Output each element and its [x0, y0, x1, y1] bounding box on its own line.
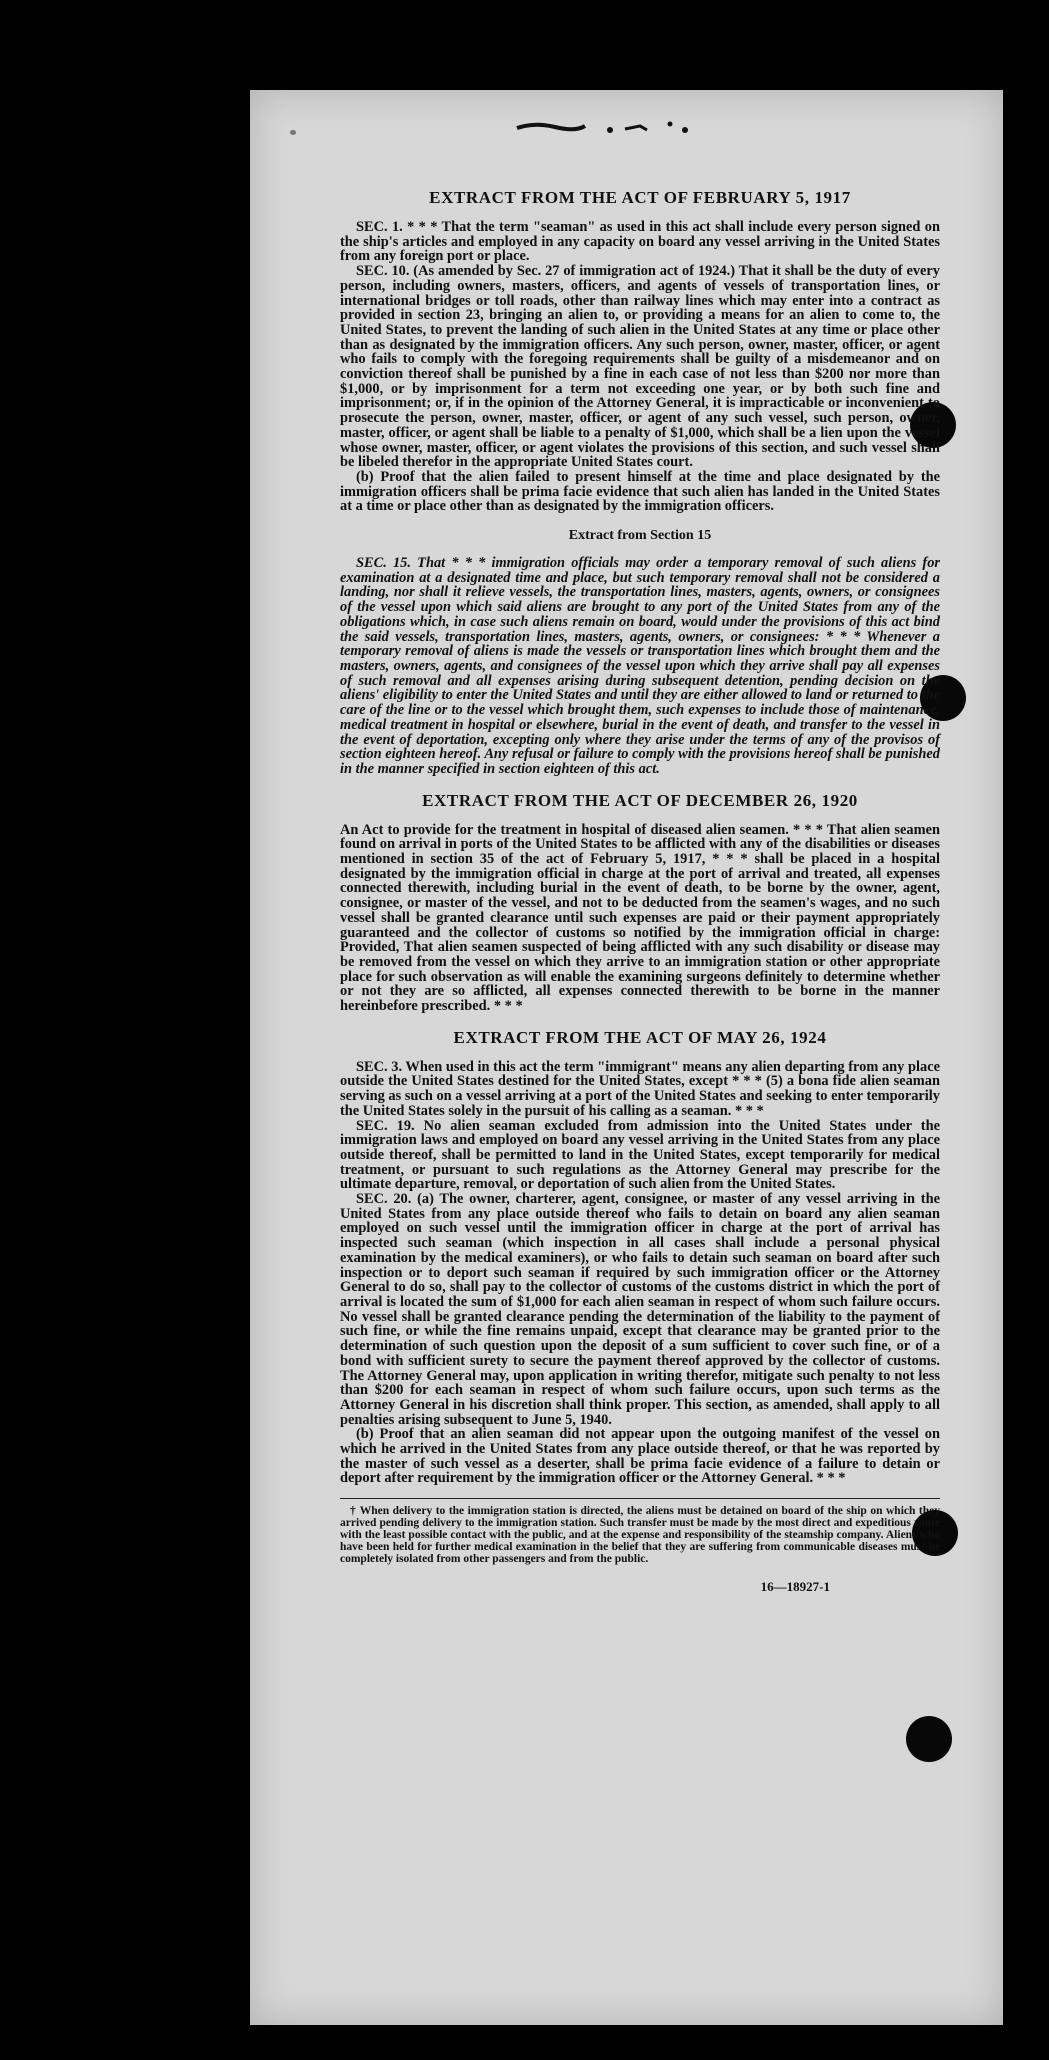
paragraph: SEC. 15. That * * * immigration officials may order a temporary removal of such aliens for examination at a designated time and place, but such temporary removal shall not be considered a landing, nor shall it relieve vessels, the transportation lines, masters, agents, owners, or consignees of the vessel upon which said aliens are brought to any port of the United States from any of the obligations which, in case such aliens remain on board, would under the provisions of this act bind the said vessels, transportation lines, masters, agents, owners, or consignees: * * * Whenever a temporary removal of aliens is made the vessels or transportation lines which brought them and the masters, owners, agents, and consignees of the vessel upon which they arrive shall pay all expenses of such removal and all expenses arising during subsequent detention, pending decision on the aliens' eligibility to enter the United States and until they are either allowed to land or returned to the care of the line or to the vessel which brought them, such expenses to include those of maintenance, medical treatment in hospital or elsewhere, burial in the event of death, and transfer to the vessel in the event of deportation, excepting only where they arise under the terms of any of the provisos of section eighteen hereof. Any refusal or failure to comply with the provisions hereof shall be punished in the manner specified in section eighteen of this act. — [340, 555, 940, 777]
handwritten-mark — [515, 118, 695, 136]
punch-hole — [906, 1716, 952, 1762]
form-number: 16—18927-1 — [760, 1579, 830, 1595]
paragraph: An Act to provide for the treatment in hospital of diseased alien seamen. * * * That alien seamen found on arrival in ports of the United States to be afflicted with any of the disabilities or diseases mentioned in section 35 of the act of February 5, 1917, * * * shall be placed in a hospital designated by the immigration official in charge at the port of arrival and treated, all expenses connected therewith, including burial in the event of death, to be borne by the owner, agent, consignee, or master of the vessel, and not to be deducted from the seamen's wages, and no such vessel shall be granted clearance until such expenses are paid or their payment appropriately guaranteed and the collector of customs so notified by the immigration official in charge: Provided, That alien seamen suspected of being afflicted with any such disability or disease may be removed from the vessel on which they arrive to an immigration station or other appropriate place for such observation as will enable the examining surgeons definitely to determine whether or not they are so afflicted, all expenses connected therewith to be borne in the manner hereinbefore prescribed. * * * — [340, 821, 940, 1015]
document-body — [340, 188, 940, 1595]
footnote: † When delivery to the immigration station is directed, the aliens must be detained on board of the ship on which they arrived pending delivery to the immigration station. Such transfer must be made by the most direct and expeditious route with the least possible contact with the public, and at the expense and responsibility of the steamship company. Aliens who have been held for further medical examination in the belief that they are suffering from communicable diseases must be completely isolated from other passengers and from the public. — [340, 1505, 940, 1566]
paragraph: (b) Proof that an alien seaman did not appear upon the outgoing manifest of the vessel on which he arrived in the United States from any place outside thereof, or that he was reported by the master of such vessel as a deserter, shall be prima facie evidence of a failure to detain or deport after requirement by the immigration officer or the Attorney General. * * * — [340, 1426, 940, 1487]
paragraph: SEC. 1. * * * That the term "seaman" as used in this act shall include every person signed on the ship's articles and employed in any capacity on board any vessel arriving in the United States from any foreign port or place. — [340, 219, 940, 265]
section-heading: EXTRACT FROM THE ACT OF DECEMBER 26, 1920 — [422, 790, 858, 810]
footnote-divider — [340, 1498, 940, 1499]
ink-speck — [290, 130, 296, 135]
paragraph: SEC. 20. (a) The owner, charterer, agent, consignee, or master of any vessel arriving in the United States from any place outside thereof who fails to detain on board any alien seaman employed on such vessel until the immigration officer in charge at the port of arrival has inspected such seaman (which inspection in all cases shall include a personal physical examination by the medical examiners), or who fails to detain such seaman on board after such inspection or to deport such seaman if required by such immigration officer or the Attorney General to do so, shall pay to the collector of customs of the customs district in which the port of arrival is located the sum of $1,000 for each alien seaman in respect of whom such failure occurs. No vessel shall be granted clearance pending the determination of the liability to the payment of such fine, or while the fine remains unpaid, except that clearance may be granted prior to the determination of such question upon the deposit of a sum sufficient to cover such fine, or of a bond with sufficient surety to secure the payment thereof approved by the collector of customs. The Attorney General may, upon application in writing therefor, mitigate such penalty to not less than $200 for each seaman in respect of whom such failure occurs, upon such terms as the Attorney General in his discretion shall think proper. This section, as amended, shall apply to all penalties arising subsequent to June 5, 1940. — [340, 1191, 940, 1428]
subsection-heading: Extract from Section 15 — [568, 528, 712, 544]
section-heading: EXTRACT FROM THE ACT OF MAY 26, 1924 — [453, 1027, 827, 1047]
paragraph: SEC. 19. No alien seaman excluded from admission into the United States under the immigration laws and employed on board any vessel arriving in the United States from any place outside thereof, shall be permitted to land in the United States, except temporarily for medical treatment, or pursuant to such regulations as the Attorney General may prescribe for the ultimate departure, removal, or deportation of such alien from the United States. — [340, 1117, 940, 1193]
paragraph: SEC. 3. When used in this act the term "immigrant" means any alien departing from any place outside the United States destined for the United States, except * * * (5) a bona fide alien seaman serving as such on a vessel arriving at a port of the United States and seeking to enter temporarily the United States solely in the pursuit of his calling as a seaman. * * * — [340, 1058, 940, 1119]
section-heading: EXTRACT FROM THE ACT OF FEBRUARY 5, 1917 — [429, 188, 851, 207]
paragraph: (b) Proof that the alien failed to present himself at the time and place designated by the immigration officers shall be prima facie evidence that such alien has landed in the United States at a time or place other than as designated by the immigration officers. — [340, 468, 940, 515]
document-page — [250, 90, 1003, 2025]
paragraph: SEC. 10. (As amended by Sec. 27 of immigration act of 1924.) That it shall be the duty of every person, including owners, masters, officers, and agents of vessels of transportation lines, or international bridges or toll roads, other than railway lines which may enter into a contract as provided in section 23, bringing an alien to, or providing a means for an alien to come to, the United States, to prevent the landing of such alien in the United States at any time or place other than as designated by the immigration officers. Any such person, owner, master, officer, or agent who fails to comply with the foregoing requirements shall be guilty of a misdemeanor and on conviction thereof shall be punished by a fine in each case of not less than $200 nor more than $1,000, or by imprisonment for a term not exceeding one year, or by both such fine and imprisonment; or, if in the opinion of the Attorney General, it is impracticable or inconvenient to prosecute the person, owner, master, officer, or agent of any such vessel, such person, owner, master, officer, or agent shall be liable to a penalty of $1,000, which shall be a lien upon the vessel whose owner, master, officer, or agent violates the provisions of this section, and such vessel shall be libeled therefor in the appropriate United States court. — [340, 263, 940, 471]
